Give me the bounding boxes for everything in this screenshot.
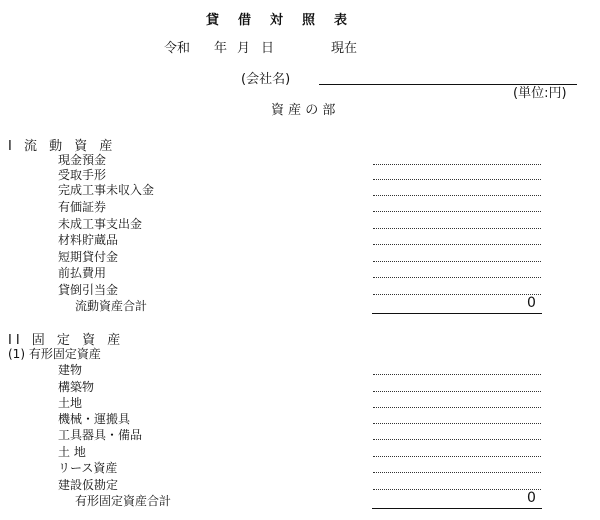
fixed-asset-item: 工具器具・備品 — [58, 428, 143, 442]
current-asset-item: 材料貯蔵品 — [58, 233, 119, 247]
amount-entry-line — [373, 407, 541, 408]
fixed-asset-item: 土地 — [58, 396, 83, 410]
fixed-asset-item: リース資産 — [58, 461, 118, 475]
current-asset-item: 前払費用 — [58, 266, 107, 280]
fixed-asset-item: 建設仮勘定 — [58, 478, 119, 492]
tangible-fixed-assets-total-label: 有形固定資産合計 — [75, 494, 172, 508]
amount-entry-line — [373, 164, 541, 165]
fixed-asset-item: 構築物 — [58, 380, 95, 394]
amount-entry-line — [373, 228, 541, 229]
amount-entry-line — [373, 423, 541, 424]
current-assets-total-value: 0 — [527, 295, 536, 311]
unit-label: (単位:円) — [513, 86, 567, 101]
current-assets-total-label: 流動資産合計 — [75, 299, 148, 313]
era-label: 令和 — [164, 41, 191, 56]
amount-entry-line — [373, 277, 541, 278]
amount-entry-line — [373, 179, 541, 180]
amount-entry-line — [373, 211, 541, 212]
tangible-fixed-assets-heading: (1) 有形固定資産 — [8, 347, 101, 361]
month-label: 月 — [237, 41, 251, 56]
day-label: 日 — [261, 41, 275, 56]
document-title: 貸借対照表 — [206, 13, 367, 28]
current-assets-total-line — [372, 313, 542, 314]
amount-entry-line — [373, 391, 541, 392]
current-asset-item: 受取手形 — [58, 168, 107, 182]
amount-entry-line — [373, 244, 541, 245]
amount-entry-line — [373, 439, 541, 440]
current-asset-item: 短期貸付金 — [58, 250, 119, 264]
amount-entry-line — [373, 374, 541, 375]
current-assets-heading: I 流 動 資 産 — [8, 139, 117, 154]
tangible-fixed-assets-total-line — [372, 508, 542, 509]
amount-entry-line — [373, 489, 541, 490]
year-label: 年 — [214, 41, 228, 56]
amount-entry-line — [373, 456, 541, 457]
tangible-fixed-assets-total-value: 0 — [527, 490, 536, 506]
current-asset-item: 貸倒引当金 — [58, 283, 119, 297]
amount-entry-line — [373, 472, 541, 473]
fixed-assets-heading: II 固 定 資 産 — [8, 333, 125, 348]
current-asset-item: 有価証券 — [58, 200, 107, 214]
current-asset-item: 未成工事支出金 — [58, 217, 143, 231]
company-label: (会社名) — [241, 72, 291, 87]
amount-entry-line — [373, 294, 541, 295]
amount-entry-line — [373, 195, 541, 196]
current-asset-item: 完成工事未収入金 — [58, 183, 155, 197]
section-title: 資 産 の 部 — [271, 103, 336, 118]
amount-entry-line — [373, 261, 541, 262]
fixed-asset-item: 機械・運搬具 — [58, 412, 131, 426]
fixed-asset-item: 土 地 — [58, 445, 86, 459]
current-asset-item: 現金預金 — [58, 153, 107, 167]
as-of-label: 現在 — [331, 41, 358, 56]
fixed-asset-item: 建物 — [58, 363, 83, 377]
